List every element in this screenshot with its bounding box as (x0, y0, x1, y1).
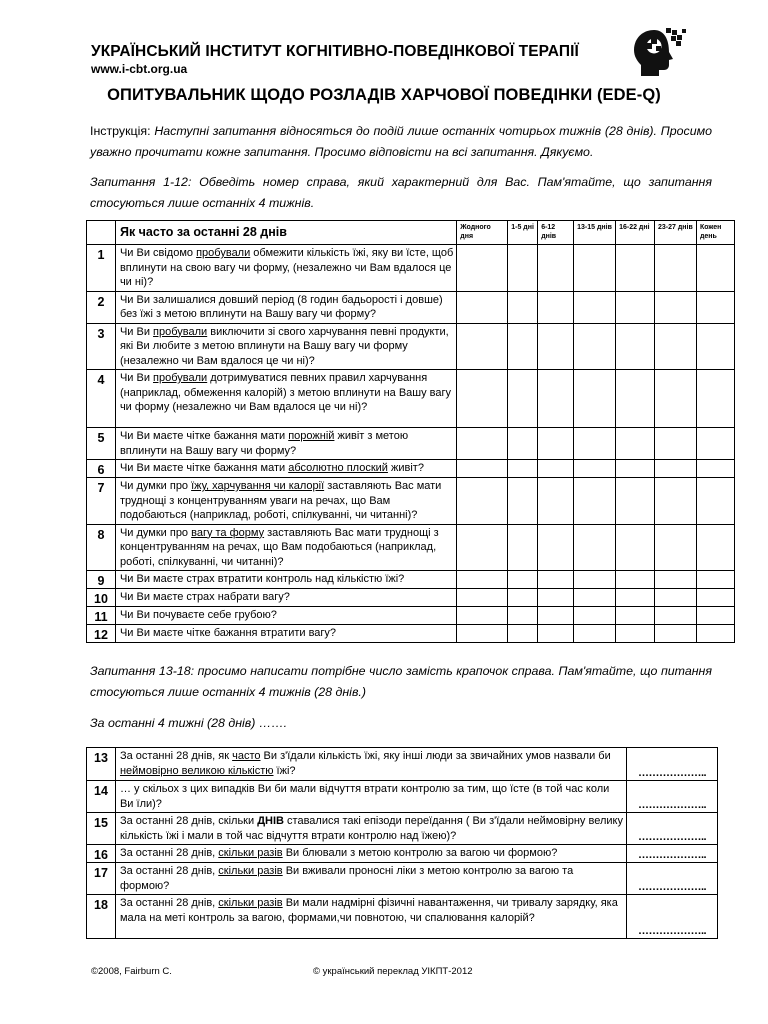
answer-cell[interactable] (655, 607, 697, 625)
question-text-part: обмежити кількість їжі, яку ви їсте, щоб вплинути на свою вагу чи форму, (незалежно чи Вам вдалося це чи ні)? (119, 247, 454, 288)
answer-cell[interactable] (508, 571, 538, 589)
answer-cell[interactable] (616, 245, 655, 292)
question-text (115, 571, 456, 589)
question-number: 13 (87, 748, 116, 781)
question-number: 11 (87, 607, 116, 625)
section2-instruction (90, 661, 712, 703)
table-row (87, 460, 735, 478)
table-row (87, 428, 735, 460)
question-text-part: живіт? (387, 462, 424, 474)
question-number: 15 (87, 813, 116, 845)
institute-name: УКРАЇНСЬКИЙ ІНСТИТУТ КОГНІТИВНО-ПОВЕДІНКОВОЇ ТЕРАПІЇ (91, 43, 579, 60)
answer-cell[interactable] (655, 245, 697, 292)
question-text (115, 460, 456, 478)
table-row (87, 748, 718, 781)
question-text (115, 863, 626, 895)
question-text-part: За останні 28 днів, (119, 897, 219, 909)
answer-cell[interactable] (508, 607, 538, 625)
instruction-paragraph (90, 121, 712, 163)
question-emphasis: порожній (288, 430, 335, 442)
answer-cell[interactable] (508, 370, 538, 428)
answer-cell[interactable] (616, 524, 655, 571)
question-emphasis: пробували (196, 247, 251, 259)
answer-cell[interactable] (457, 291, 508, 323)
answer-cell[interactable] (616, 291, 655, 323)
section1-instruction-text: Запитання 1-12: Обведіть номер справа, який характерний для Вас. Пам'ятайте, що запитання стосуються лише останніх 4 тижнів. (90, 175, 712, 210)
answer-cell[interactable] (655, 323, 697, 370)
question-text-part: За останні 28 днів, (119, 847, 219, 859)
question-emphasis: скільки разів (218, 897, 283, 909)
answer-cell[interactable] (457, 460, 508, 478)
answer-cell[interactable] (508, 428, 538, 460)
section2-subtitle-text: За останні 4 тижні (28 днів) ……. (90, 716, 288, 730)
column-header: 1-5 дні (508, 221, 538, 245)
table-row (87, 863, 718, 895)
section1-instruction (90, 172, 712, 214)
answer-blank[interactable]: ……………….. (627, 863, 718, 895)
question-text-part: За останні 28 днів, скільки (119, 815, 258, 827)
table-row (87, 370, 735, 428)
question-number: 9 (87, 571, 116, 589)
head-puzzle-logo-icon (630, 24, 688, 82)
answer-cell[interactable] (696, 625, 734, 643)
table-header-row (87, 221, 735, 245)
answer-cell[interactable] (616, 607, 655, 625)
answer-cell[interactable] (574, 245, 616, 292)
column-header: Кожен день (696, 221, 734, 245)
table-row (87, 813, 718, 845)
answer-blank[interactable]: ……………….. (627, 813, 718, 845)
answer-cell[interactable] (538, 460, 574, 478)
question-text (115, 781, 626, 813)
question-emphasis: часто (232, 750, 261, 762)
question-text-part: Ви з'їдали кількість їжі, яку інші люди за звичайних умов назвали би (260, 750, 611, 762)
question-emphasis-bold: ДНІВ (257, 815, 284, 827)
question-number: 7 (87, 478, 116, 525)
question-number: 1 (87, 245, 116, 292)
answer-blank[interactable]: ……………….. (627, 748, 718, 781)
question-text-part: Чи думки про (119, 480, 192, 492)
question-text-part: живіт з метою вплинути на Вашу вагу чи форму? (119, 430, 409, 457)
column-header: 23-27 днів (655, 221, 697, 245)
answer-cell[interactable] (696, 589, 734, 607)
question-text (115, 524, 456, 571)
question-emphasis: скільки разів (218, 865, 283, 877)
question-text (115, 245, 456, 292)
question-text-part: ставалися такі епізоди переїдання ( Ви з'їдали неймовірну велику кількість їжі і мали в той час відчуття втрати контролю над їжею)? (119, 815, 623, 842)
question-text-part: Чи Ви маєте страх набрати вагу? (119, 591, 290, 603)
question-number: 6 (87, 460, 116, 478)
document-header (91, 42, 671, 76)
question-text (115, 845, 626, 863)
answer-cell[interactable] (616, 323, 655, 370)
answer-cell[interactable] (616, 370, 655, 428)
answer-cell[interactable] (538, 571, 574, 589)
column-header: 13-15 днів (574, 221, 616, 245)
answer-cell[interactable] (508, 478, 538, 525)
table-row (87, 245, 735, 292)
answer-cell[interactable] (696, 460, 734, 478)
question-text-part: Чи Ви (119, 372, 154, 384)
answer-cell[interactable] (655, 478, 697, 525)
answer-cell[interactable] (696, 478, 734, 525)
document-title: ОПИТУВАЛЬНИК ЩОДО РОЗЛАДІВ ХАРЧОВОЇ ПОВЕДІНКИ (EDE-Q) (107, 86, 661, 104)
question-text (115, 813, 626, 845)
answer-cell[interactable] (538, 589, 574, 607)
answer-cell[interactable] (616, 478, 655, 525)
question-emphasis: скільки разів (218, 847, 283, 859)
question-number: 17 (87, 863, 116, 895)
question-text-part: їжі? (273, 764, 296, 777)
table-row (87, 607, 735, 625)
answer-cell[interactable] (457, 323, 508, 370)
answer-cell[interactable] (457, 625, 508, 643)
question-number: 14 (87, 781, 116, 813)
question-text-part: Чи Ви залишалися довший період (8 годин бадьорості і довше) без їжі з метою вплинути на Вашу вагу чи форму? (119, 293, 443, 320)
question-text-part: Ви вживали проносні ліки з метою контролю за вагою та формою? (119, 865, 574, 892)
question-text (115, 625, 456, 643)
table-row (87, 524, 735, 571)
answer-cell[interactable] (508, 323, 538, 370)
answer-cell[interactable] (696, 291, 734, 323)
answer-cell[interactable] (574, 291, 616, 323)
answer-cell[interactable] (457, 370, 508, 428)
answer-blank[interactable]: ……………….. (627, 781, 718, 813)
question-text-part: Чи думки про (119, 526, 192, 539)
answer-cell[interactable] (574, 589, 616, 607)
answer-cell[interactable] (457, 571, 508, 589)
question-text (115, 478, 456, 525)
answer-cell[interactable] (616, 460, 655, 478)
count-table (86, 747, 718, 939)
question-text (115, 428, 456, 460)
question-text-part: Чи Ви маєте чітке бажання мати (119, 462, 289, 474)
question-text-part: Чи Ви (119, 325, 154, 338)
answer-cell[interactable] (616, 428, 655, 460)
question-text (115, 748, 626, 781)
answer-cell[interactable] (538, 370, 574, 428)
question-text-part: Чи Ви свідомо (119, 247, 197, 259)
question-emphasis: пробували (153, 372, 208, 384)
question-text (115, 895, 626, 939)
question-number: 8 (87, 524, 116, 571)
question-number: 18 (87, 895, 116, 939)
table-row (87, 571, 735, 589)
answer-cell[interactable] (574, 370, 616, 428)
table-row (87, 589, 735, 607)
section2-subtitle (90, 713, 712, 734)
answer-cell[interactable] (508, 589, 538, 607)
answer-cell[interactable] (574, 571, 616, 589)
question-text-part: Чи Ви маєте чітке бажання втратити вагу? (119, 627, 337, 639)
question-text (115, 291, 456, 323)
table-row (87, 291, 735, 323)
answer-cell[interactable] (457, 478, 508, 525)
question-number: 4 (87, 370, 116, 428)
question-text (115, 323, 456, 370)
question-text-part: … у скільох з цих випадків Ви би мали відчуття втрати контролю за тим, що їсте (в той час коли Ви їли)? (119, 783, 610, 810)
footer-copyright: ©2008, Fairburn C. (91, 966, 172, 977)
answer-cell[interactable] (508, 291, 538, 323)
frequency-table (86, 220, 735, 643)
answer-cell[interactable] (655, 428, 697, 460)
answer-cell[interactable] (574, 460, 616, 478)
answer-cell[interactable] (508, 245, 538, 292)
answer-cell[interactable] (655, 370, 697, 428)
answer-cell[interactable] (696, 428, 734, 460)
answer-cell[interactable] (457, 245, 508, 292)
answer-cell[interactable] (538, 428, 574, 460)
question-text-part: Ви мали надмірні фізичні навантаження, чи тривалу зарядку, яка мала на меті контроль за вагою, формами,чи повнотою, чи спалювання калорій? (119, 897, 618, 924)
footer-translation: © український переклад УІКПТ-2012 (313, 966, 473, 977)
instruction-label: Інструкція: (90, 124, 151, 138)
table-row (87, 323, 735, 370)
column-header: 16-22 дні (616, 221, 655, 245)
question-emphasis: пробували (153, 325, 208, 338)
table-row (87, 781, 718, 813)
answer-cell[interactable] (655, 460, 697, 478)
answer-cell[interactable] (457, 524, 508, 571)
answer-cell[interactable] (457, 589, 508, 607)
question-text-part: заставляють Вас мати труднощі з концентруванням уваги на речах, що Вам подобаються (наприклад, роботі, спілкуванні, чи читанні)? (119, 480, 442, 521)
table-row (87, 625, 735, 643)
answer-cell[interactable] (655, 291, 697, 323)
question-emphasis: абсолютно плоский (288, 462, 388, 474)
question-number: 12 (87, 625, 116, 643)
answer-blank[interactable]: ……………….. (627, 845, 718, 863)
question-text-part: Ви блювали з метою контролю за вагою чи формою? (282, 847, 558, 859)
question-number: 16 (87, 845, 116, 863)
answer-blank[interactable]: ……………….. (627, 895, 718, 939)
question-text (115, 589, 456, 607)
answer-cell[interactable] (538, 478, 574, 525)
table-row (87, 895, 718, 939)
question-text-part: дотримуватися певних правил харчування (наприклад, обмеження калорій) з метою вплинути на Вашу вагу чи форму (незалежно чи Вам вдалося це чи ні)? (119, 372, 452, 413)
answer-cell[interactable] (538, 607, 574, 625)
question-number: 5 (87, 428, 116, 460)
answer-cell[interactable] (696, 370, 734, 428)
question-number: 3 (87, 323, 116, 370)
answer-cell[interactable] (574, 428, 616, 460)
answer-cell[interactable] (538, 524, 574, 571)
question-text-part: Чи Ви маєте страх втратити контроль над кількістю їжі? (119, 573, 405, 585)
answer-cell[interactable] (508, 460, 538, 478)
question-text-part: виключити зі свого харчування певні продукти, які Ви любите з метою вплинути на Вашу вагу чи форму (незалежно чи Вам вдалося це чи ні)? (119, 325, 449, 367)
answer-cell[interactable] (696, 323, 734, 370)
answer-cell[interactable] (538, 323, 574, 370)
table-row (87, 845, 718, 863)
answer-cell[interactable] (696, 571, 734, 589)
answer-cell[interactable] (574, 478, 616, 525)
answer-cell[interactable] (457, 607, 508, 625)
answer-cell[interactable] (574, 323, 616, 370)
table-row (87, 478, 735, 525)
answer-cell[interactable] (696, 607, 734, 625)
answer-cell[interactable] (508, 625, 538, 643)
answer-cell[interactable] (538, 291, 574, 323)
answer-cell[interactable] (696, 524, 734, 571)
column-header: Жодного дня (457, 221, 508, 245)
question-text (115, 370, 456, 428)
section2-instruction-text: Запитання 13-18: просимо написати потрібне число замість крапочок справа. Пам'ятайте, що питання стосуються лише останніх 4 тижнів (28 днів.) (90, 664, 712, 699)
question-emphasis: вагу та форму (191, 526, 265, 539)
answer-cell[interactable] (574, 625, 616, 643)
question-text-part: За останні 28 днів, (119, 865, 219, 877)
answer-cell[interactable] (574, 607, 616, 625)
answer-cell[interactable] (655, 625, 697, 643)
question-text-part: За останні 28 днів, як (119, 750, 233, 762)
question-text-part: Чи Ви почуваєте себе грубою? (119, 609, 277, 621)
answer-cell[interactable] (616, 589, 655, 607)
instruction-text: Наступні запитання відносяться до подій лише останніх чотирьох тижнів (28 днів). Просимо уважно прочитати кожне запитання. Просимо відповісти на всі запитання. Дякуємо. (90, 124, 712, 159)
answer-cell[interactable] (616, 625, 655, 643)
answer-cell[interactable] (538, 625, 574, 643)
answer-cell[interactable] (574, 524, 616, 571)
answer-cell[interactable] (655, 571, 697, 589)
answer-cell[interactable] (696, 245, 734, 292)
question-text (115, 607, 456, 625)
question-number: 10 (87, 589, 116, 607)
question-number: 2 (87, 291, 116, 323)
answer-cell[interactable] (538, 245, 574, 292)
table-header-title: Як часто за останні 28 днів (115, 221, 456, 245)
answer-cell[interactable] (655, 589, 697, 607)
question-emphasis: їжу, харчування чи калорії (191, 480, 325, 492)
answer-cell[interactable] (508, 524, 538, 571)
question-text-part: заставляють Вас мати труднощі з концентруванням на речах, що Вам подобаються (наприклад, роботі, спілкуванні, чи читанні)? (119, 526, 439, 568)
answer-cell[interactable] (457, 428, 508, 460)
institute-url[interactable]: www.i-cbt.org.ua (91, 62, 188, 76)
header-blank-cell (87, 221, 116, 245)
answer-cell[interactable] (616, 571, 655, 589)
column-header: 6-12 днів (538, 221, 574, 245)
question-emphasis: неймовірно великою кількістю (119, 764, 274, 777)
answer-cell[interactable] (655, 524, 697, 571)
question-text-part: Чи Ви маєте чітке бажання мати (119, 430, 289, 442)
